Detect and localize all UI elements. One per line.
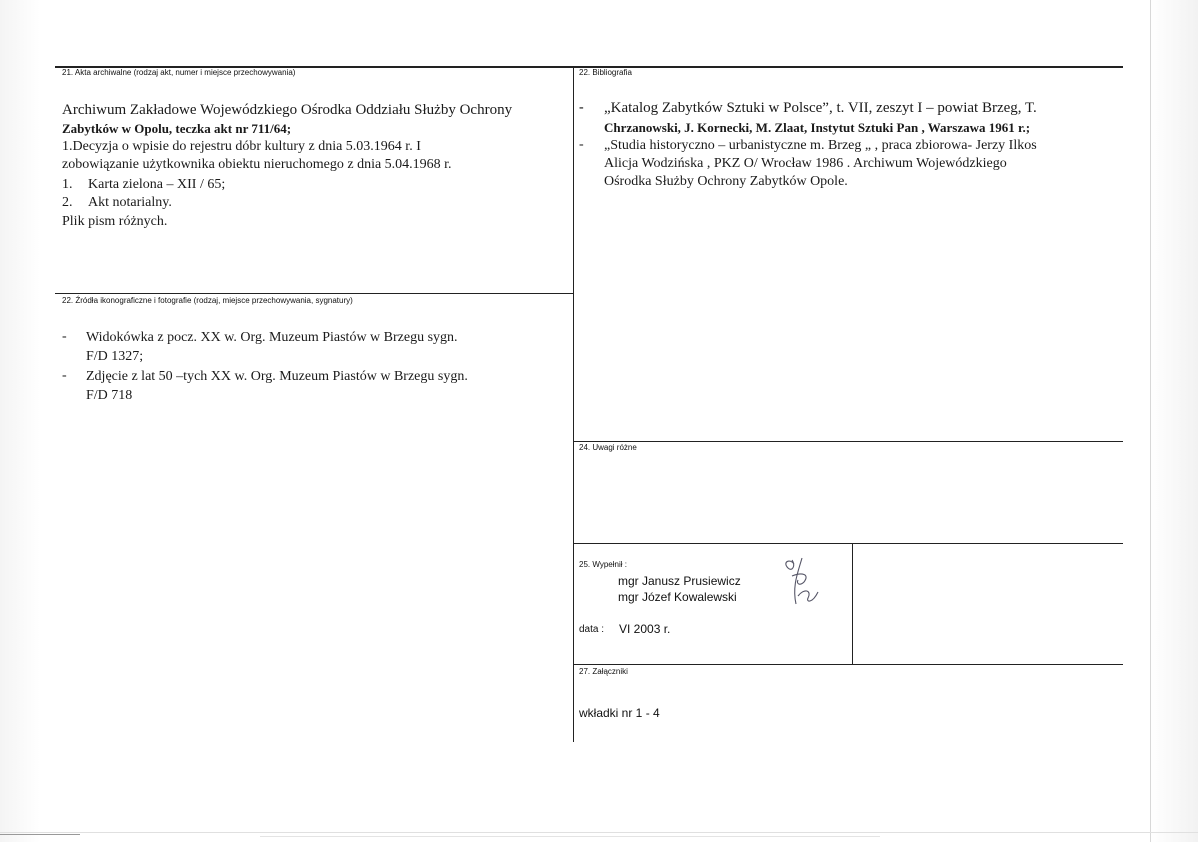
right-rule-zalaczniki [573, 664, 1123, 665]
iconography-bullet-1: - [62, 329, 67, 344]
page-edge-bottom [0, 832, 1198, 833]
iconography-bullet-2: - [62, 368, 67, 383]
archive-line-5: Karta zielona – XII / 65; [88, 177, 226, 192]
date-value: VI 2003 r. [619, 622, 671, 636]
section-21-label: 21. Akta archiwalne (rodzaj akt, numer i miejsce przechowywania) [62, 68, 296, 77]
iconography-line-3: Zdjęcie z lat 50 –tych XX w. Org. Muzeum Piastów w Brzegu sygn. [86, 369, 468, 384]
section-22-bibliography-label: 22. Bibliografia [579, 68, 632, 77]
bibliography-line-3: „Studia historyczno – urbanistyczne m. Brzeg „ , praca zbiorowa- Jerzy Ilkos [604, 138, 1037, 153]
iconography-line-4: F/D 718 [86, 388, 133, 403]
bibliography-bullet-2: - [579, 137, 584, 152]
section-22-iconography-label: 22. Źródła ikonograficzne i fotografie (rodzaj, miejsce przechowywania, sygnatury) [62, 296, 353, 305]
iconography-line-1: Widokówka z pocz. XX w. Org. Muzeum Piastów w Brzegu sygn. [86, 330, 458, 345]
handwritten-signature [772, 556, 822, 612]
page-edge-right [1150, 0, 1151, 842]
archive-list-number-2: 2. [62, 195, 73, 210]
section-27-label: 27. Załączniki [579, 667, 628, 676]
wypelnil-right-rule [852, 543, 853, 664]
archive-line-6: Akt notarialny. [88, 195, 172, 210]
iconography-line-2: F/D 1327; [86, 349, 144, 364]
author-1: mgr Janusz Prusiewicz [618, 574, 741, 588]
archive-line-7: Plik pism różnych. [62, 214, 168, 229]
archive-line-1: Archiwum Zakładowe Wojewódzkiego Ośrodka Oddziału Służby Ochrony [62, 102, 513, 118]
right-rule-uwagi [573, 441, 1123, 442]
archive-line-3: 1.Decyzja o wpisie do rejestru dóbr kultury z dnia 5.03.1964 r. I [62, 139, 421, 154]
scan-artifact-line [260, 836, 880, 837]
bibliography-line-2: Chrzanowski, J. Kornecki, M. Zlaat, Instytut Sztuki Pan , Warszawa 1961 r.; [604, 120, 1031, 135]
date-label: data : [579, 624, 605, 635]
archive-line-4: zobowiązanie użytkownika obiektu nieruchomego z dnia 5.04.1968 r. [62, 157, 452, 172]
center-rule [573, 66, 574, 742]
attachments-value: wkładki nr 1 - 4 [579, 706, 660, 720]
bibliography-line-5: Ośrodka Służby Ochrony Zabytków Opole. [604, 174, 848, 189]
archive-line-2: Zabytków w Opolu, teczka akt nr 711/64; [62, 121, 292, 136]
archive-list-number-1: 1. [62, 177, 73, 192]
scan-artifact-line [0, 834, 80, 835]
section-24-label: 24. Uwagi różne [579, 443, 637, 452]
bibliography-line-4: Alicja Wodzińska , PKZ O/ Wrocław 1986 . Archiwum Wojewódzkiego [604, 156, 1007, 171]
left-rule-mid [55, 293, 573, 294]
right-rule-wypelnil [573, 543, 1123, 544]
section-25-label: 25. Wypełnił : [579, 560, 627, 569]
bibliography-line-1: „Katalog Zabytków Sztuki w Polsce”, t. VII, zeszyt I – powiat Brzeg, T. [604, 100, 1037, 116]
bibliography-bullet-1: - [579, 100, 584, 115]
author-2: mgr Józef Kowalewski [618, 590, 737, 604]
